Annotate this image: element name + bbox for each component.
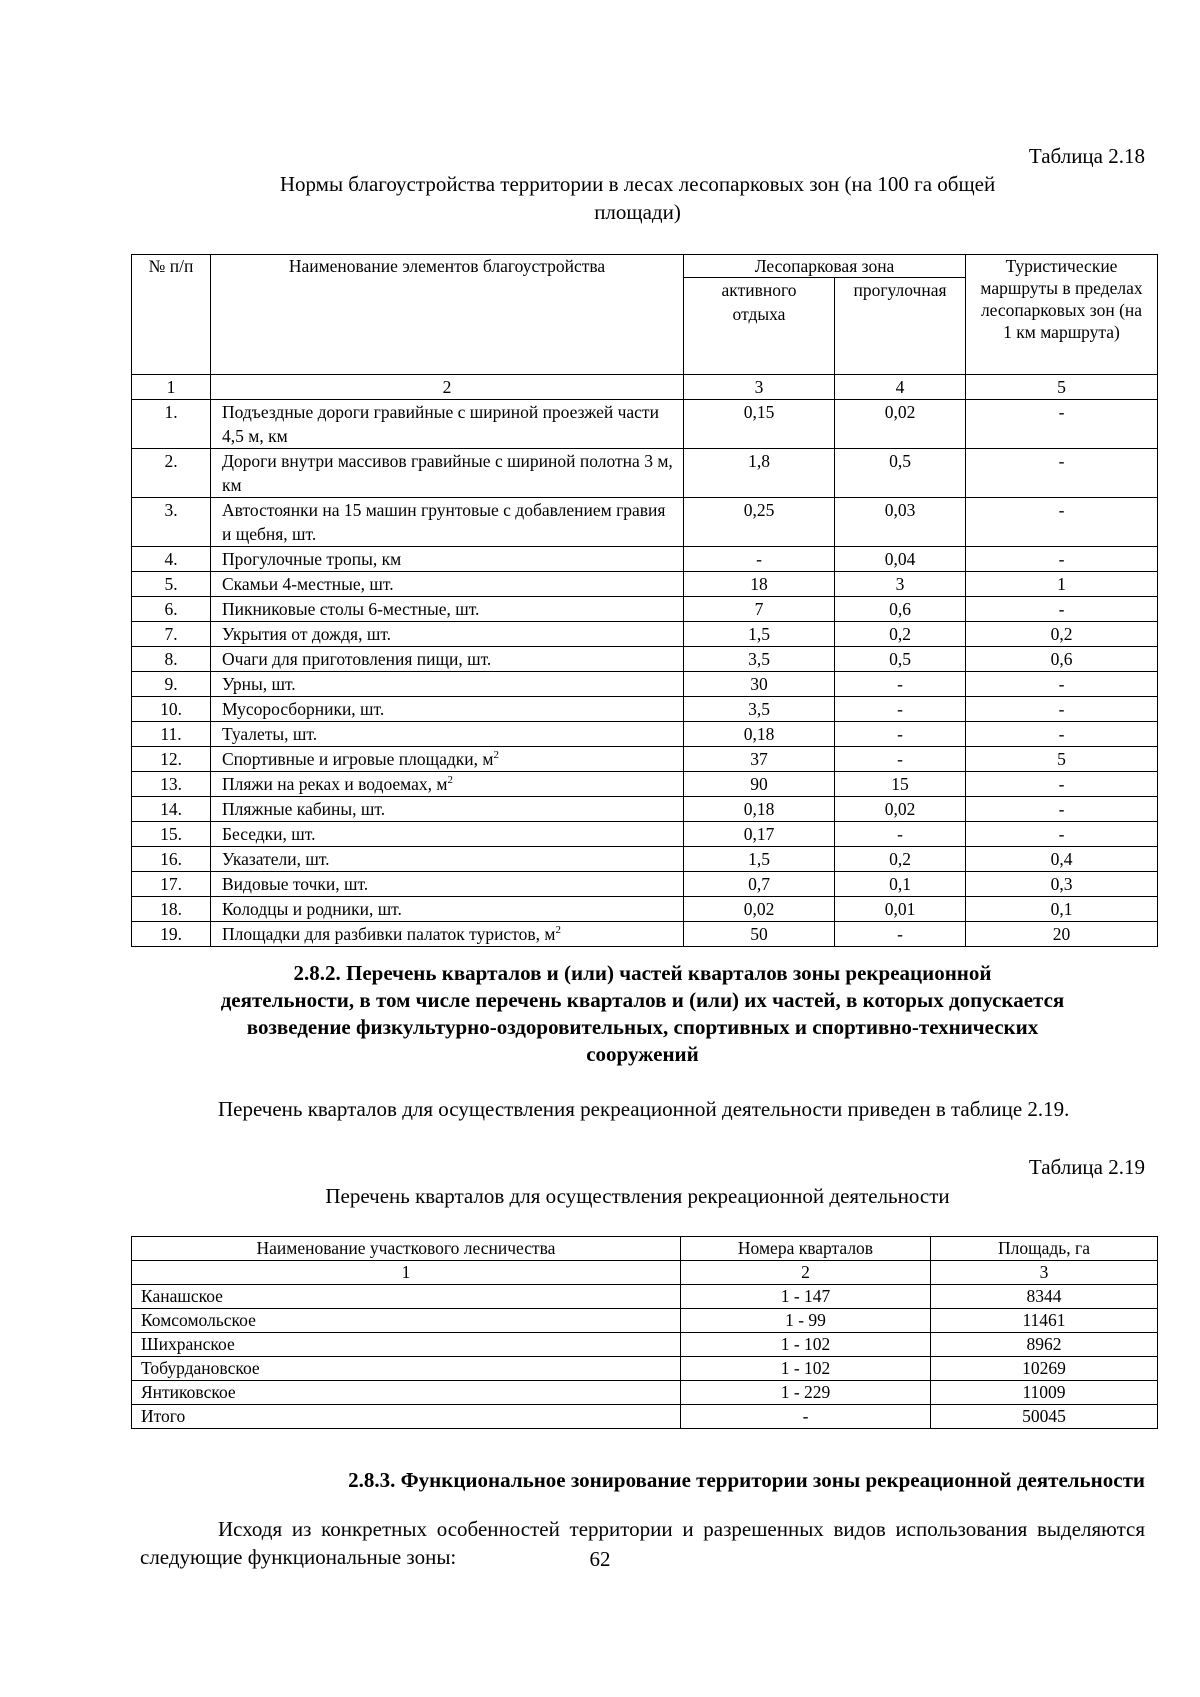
header-num: № п/п [132, 255, 211, 375]
table-row [132, 647, 1158, 672]
row-number: 9. [132, 672, 211, 697]
table-row [132, 897, 1158, 922]
table-row [132, 1381, 1158, 1405]
table-row [132, 1285, 1158, 1309]
row-active-value: 3,5 [684, 697, 835, 722]
row-name: Дороги внутри массивов гравийные с шириной полотна 3 м, км [211, 449, 684, 498]
row-name: Пикниковые столы 6-местные, шт. [211, 597, 684, 622]
row-forestry: Шихранское [132, 1333, 681, 1357]
row-tourist-value: 20 [966, 922, 1158, 947]
row-name: Колодцы и родники, шт. [211, 897, 684, 922]
row-active-value: 0,18 [684, 722, 835, 747]
row-tourist-value: 1 [966, 572, 1158, 597]
table-2-19-number: Таблица 2.19 [1028, 1155, 1145, 1179]
row-active-value: 0,25 [684, 498, 835, 547]
header-active: активного отдыха [684, 278, 835, 375]
row-walking-value: 0,02 [835, 797, 966, 822]
row-walking-value: - [835, 922, 966, 947]
row-number: 3. [132, 498, 211, 547]
row-area: 10269 [931, 1357, 1158, 1381]
row-name-text: Площадки для разбивки палаток туристов, м [222, 924, 556, 944]
table-row [132, 797, 1158, 822]
row-name [211, 772, 684, 797]
row-active-value: 90 [684, 772, 835, 797]
row-quarters: 1 - 147 [681, 1285, 931, 1309]
row-tourist-value: 5 [966, 747, 1158, 772]
row-number: 17. [132, 872, 211, 897]
header-forestry: Наименование участкового лесничества [132, 1237, 681, 1261]
row-walking-value: 0,1 [835, 872, 966, 897]
row-active-value: 30 [684, 672, 835, 697]
row-active-value: 0,15 [684, 400, 835, 449]
row-tourist-value: 0,4 [966, 847, 1158, 872]
row-area: 11461 [931, 1309, 1158, 1333]
row-quarters: 1 - 102 [681, 1357, 931, 1381]
row-name: Укрытия от дождя, шт. [211, 622, 684, 647]
column-number: 1 [132, 1261, 681, 1285]
header-quarters: Номера кварталов [681, 1237, 931, 1261]
column-number: 2 [681, 1261, 931, 1285]
section-2-8-2-heading-line1: 2.8.2. Перечень кварталов и (или) частей кварталов зоны рекреационной [293, 961, 992, 985]
row-name: Пляжные кабины, шт. [211, 797, 684, 822]
row-number: 16. [132, 847, 211, 872]
table-row [132, 498, 1158, 547]
section-2-8-3-paragraph: Исходя из конкретных особенностей территории и разрешенных видов использования выделяются следующие функциональные зоны: [140, 1517, 1145, 1569]
section-2-8-2-paragraph: Перечень кварталов для осуществления рекреационной деятельности приведен в таблице 2.19. [218, 1097, 1070, 1121]
row-quarters: 1 - 229 [681, 1381, 931, 1405]
row-number: 14. [132, 797, 211, 822]
table-2-18-title-line1: Нормы благоустройства территории в лесах лесопарковых зон (на 100 га общей [279, 172, 996, 196]
row-name: Очаги для приготовления пищи, шт. [211, 647, 684, 672]
row-tourist-value: - [966, 822, 1158, 847]
row-number: 13. [132, 772, 211, 797]
row-walking-value: 0,2 [835, 847, 966, 872]
row-tourist-value: - [966, 449, 1158, 498]
row-area: 11009 [931, 1381, 1158, 1405]
row-walking-value: - [835, 672, 966, 697]
column-number: 1 [132, 375, 211, 400]
row-number: 2. [132, 449, 211, 498]
row-walking-value: 0,2 [835, 622, 966, 647]
row-tourist-value: - [966, 547, 1158, 572]
row-walking-value: - [835, 722, 966, 747]
row-quarters: 1 - 99 [681, 1309, 931, 1333]
row-name [211, 747, 684, 772]
row-walking-value: - [835, 822, 966, 847]
section-2-8-2-heading-line3: возведение физкультурно-оздоровительных, спортивных и спортивно-технических [246, 1015, 1039, 1039]
row-tourist-value: - [966, 722, 1158, 747]
table-2-19-title: Перечень кварталов для осуществления рекреационной деятельности [325, 1184, 950, 1208]
row-name-text: Пляжи на реках и водоемах, м [222, 774, 448, 794]
row-tourist-value: 0,1 [966, 897, 1158, 922]
table-row [132, 572, 1158, 597]
row-name: Подъездные дороги гравийные с шириной проезжей части 4,5 м, км [211, 400, 684, 449]
row-forestry: Комсомольское [132, 1309, 681, 1333]
section-2-8-2-heading-line2: деятельности, в том числе перечень кварталов и (или) их частей, в которых допускается [220, 988, 1065, 1012]
table-row [132, 1357, 1158, 1381]
column-number: 3 [931, 1261, 1158, 1285]
row-walking-value: 0,02 [835, 400, 966, 449]
table-row [132, 872, 1158, 897]
table-row [132, 597, 1158, 622]
row-tourist-value: - [966, 498, 1158, 547]
row-number: 8. [132, 647, 211, 672]
row-walking-value: 0,5 [835, 647, 966, 672]
row-number: 5. [132, 572, 211, 597]
table-2-18-number: Таблица 2.18 [1028, 144, 1145, 168]
row-number: 12. [132, 747, 211, 772]
row-active-value: 18 [684, 572, 835, 597]
row-active-value: 0,7 [684, 872, 835, 897]
column-number: 2 [211, 375, 684, 400]
row-walking-value: 0,6 [835, 597, 966, 622]
row-name: Прогулочные тропы, км [211, 547, 684, 572]
row-active-value: 1,8 [684, 449, 835, 498]
header-tourist: Туристические маршруты в пределах лесопарковых зон (на 1 км маршрута) [966, 255, 1158, 375]
row-active-value: 0,17 [684, 822, 835, 847]
row-active-value: 0,02 [684, 897, 835, 922]
row-tourist-value: 0,2 [966, 622, 1158, 647]
row-tourist-value: 0,6 [966, 647, 1158, 672]
header-name: Наименование элементов благоустройства [211, 255, 684, 375]
row-tourist-value: - [966, 772, 1158, 797]
row-forestry: Тобурдановское [132, 1357, 681, 1381]
page-number: 62 [589, 1547, 611, 1571]
row-name: Указатели, шт. [211, 847, 684, 872]
row-area: 8962 [931, 1333, 1158, 1357]
row-forestry: Итого [132, 1405, 681, 1429]
section-2-8-3-heading: 2.8.3. Функциональное зонирование территории зоны рекреационной деятельности [348, 1468, 1145, 1492]
row-active-value: 0,18 [684, 797, 835, 822]
table-row [132, 400, 1158, 449]
row-forestry: Янтиковское [132, 1381, 681, 1405]
row-name [211, 922, 684, 947]
row-name-text: Спортивные и игровые площадки, м [222, 749, 494, 769]
table-2-18-title-line2: площади) [594, 200, 681, 224]
row-number: 4. [132, 547, 211, 572]
row-number: 18. [132, 897, 211, 922]
header-forest-park-zone: Лесопарковая зона [684, 255, 966, 278]
row-quarters: - [681, 1405, 931, 1429]
row-active-value: 3,5 [684, 647, 835, 672]
row-name: Автостоянки на 15 машин грунтовые с добавлением гравия и щебня, шт. [211, 498, 684, 547]
row-number: 15. [132, 822, 211, 847]
row-tourist-value: - [966, 697, 1158, 722]
section-2-8-2-heading-line4: сооружений [586, 1042, 699, 1066]
table-row [132, 847, 1158, 872]
row-active-value: 1,5 [684, 622, 835, 647]
row-number: 11. [132, 722, 211, 747]
table-row [132, 722, 1158, 747]
row-walking-value: - [835, 697, 966, 722]
row-walking-value: 3 [835, 572, 966, 597]
header-walking: прогулочная [835, 278, 966, 375]
table-row [132, 547, 1158, 572]
row-number: 6. [132, 597, 211, 622]
row-walking-value: 0,01 [835, 897, 966, 922]
column-number: 4 [835, 375, 966, 400]
column-number: 5 [966, 375, 1158, 400]
table-row [132, 672, 1158, 697]
row-name: Туалеты, шт. [211, 722, 684, 747]
table-row [132, 922, 1158, 947]
table-row [132, 772, 1158, 797]
row-walking-value: 0,5 [835, 449, 966, 498]
row-name: Скамьи 4-местные, шт. [211, 572, 684, 597]
row-tourist-value: - [966, 400, 1158, 449]
table-row [132, 822, 1158, 847]
row-area: 8344 [931, 1285, 1158, 1309]
row-active-value: - [684, 547, 835, 572]
row-name: Видовые точки, шт. [211, 872, 684, 897]
unit-superscript: 2 [493, 749, 499, 762]
row-area: 50045 [931, 1405, 1158, 1429]
row-tourist-value: - [966, 597, 1158, 622]
table-row [132, 1405, 1158, 1429]
row-forestry: Канашское [132, 1285, 681, 1309]
row-name: Беседки, шт. [211, 822, 684, 847]
row-number: 7. [132, 622, 211, 647]
row-quarters: 1 - 102 [681, 1333, 931, 1357]
row-walking-value: 0,04 [835, 547, 966, 572]
table-2-18 [131, 254, 1158, 947]
row-walking-value: 0,03 [835, 498, 966, 547]
header-area: Площадь, га [931, 1237, 1158, 1261]
row-name: Мусоросборники, шт. [211, 697, 684, 722]
table-row [132, 1309, 1158, 1333]
unit-superscript: 2 [555, 924, 561, 937]
row-number: 1. [132, 400, 211, 449]
row-walking-value: 15 [835, 772, 966, 797]
column-number: 3 [684, 375, 835, 400]
column-number-row [132, 375, 1158, 400]
table-row [132, 697, 1158, 722]
table-row [132, 622, 1158, 647]
unit-superscript: 2 [447, 774, 453, 787]
table-row [132, 449, 1158, 498]
table-row [132, 1333, 1158, 1357]
row-tourist-value: 0,3 [966, 872, 1158, 897]
row-tourist-value: - [966, 672, 1158, 697]
row-active-value: 50 [684, 922, 835, 947]
row-name: Урны, шт. [211, 672, 684, 697]
table-2-19 [131, 1236, 1158, 1429]
row-number: 19. [132, 922, 211, 947]
column-number-row [132, 1261, 1158, 1285]
table-row [132, 747, 1158, 772]
row-active-value: 7 [684, 597, 835, 622]
row-active-value: 1,5 [684, 847, 835, 872]
row-tourist-value: - [966, 797, 1158, 822]
row-active-value: 37 [684, 747, 835, 772]
row-number: 10. [132, 697, 211, 722]
row-walking-value: - [835, 747, 966, 772]
